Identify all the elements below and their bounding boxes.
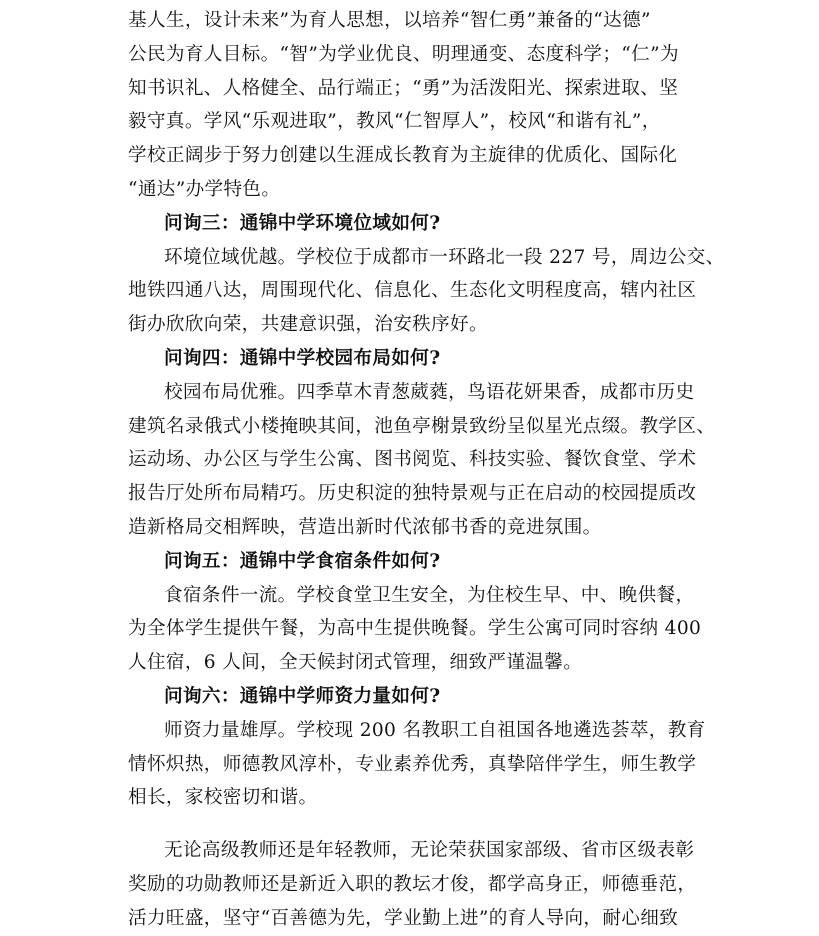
text-line: 街办欣欣向荣，共建意识强，治安秩序好。 — [128, 314, 488, 336]
text-line: 情怀炽热，师德教风淳朴，专业素养优秀，真挚陪伴学生，师生教学 — [128, 753, 697, 775]
q6-paragraph — [128, 714, 706, 815]
text-line: 环境位域优越。学校位于成都市一环路北一段 227 号，周边公交、 — [164, 246, 725, 268]
text-line: 学校正阔步于努力创建以生涯成长教育为主旋律的优质化、国际化 — [128, 145, 678, 167]
text-line: 基人生，设计未来”为育人思想，以培养“智仁勇”兼备的“达德” — [128, 10, 651, 31]
text-line: 公民为育人目标。“智”为学业优良、明理通变、态度科学；“仁”为 — [128, 43, 679, 65]
text-line: 校园布局优雅。四季草木青葱葳蕤，鸟语花妍果香，成都市历史 — [164, 381, 695, 403]
paragraph-gap — [128, 815, 698, 834]
text-line: 人住宿，6 人间，全天候封闭式管理，细致严谨温馨。 — [128, 652, 583, 674]
section-heading-q5: 问询五：通锦中学食宿条件如何? — [164, 550, 441, 572]
text-line: 食宿条件一流。学校食堂卫生安全，为住校生早、中、晚供餐， — [164, 584, 695, 606]
intro-paragraph — [128, 4, 698, 207]
text-line: 活力旺盛，坚守“百善德为先，学业勤上进”的育人导向，耐心细致 — [128, 907, 679, 929]
q4-paragraph — [128, 376, 716, 545]
text-line: 相长，家校密切和谐。 — [128, 787, 318, 809]
section-heading-q4: 问询四：通锦中学校园布局如何? — [164, 347, 441, 369]
text-line: 地铁四通八达，周围现代化、信息化、生态化文明程度高，辖内社区 — [128, 280, 697, 302]
section-heading-q6: 问询六：通锦中学师资力量如何? — [164, 685, 441, 707]
text-line: 为全体学生提供午餐，为高中生提供晚餐。学生公寓可同时容纳 400 — [128, 618, 702, 640]
text-line: 奖励的功勋教师还是新近入职的教坛才俊，都学高身正，师德垂范， — [128, 873, 697, 895]
text-line: 无论高级教师还是年轻教师，无论荣获国家部级、省市区级表彰 — [164, 840, 695, 862]
text-line: 毅守真。学风“乐观进取”，教风“仁智厚人”，校风“和谐有礼”， — [128, 111, 661, 133]
q3-paragraph — [128, 241, 725, 342]
text-line: 建筑名录俄式小楼掩映其间，池鱼亭榭景致纷呈似星光点缀。教学区、 — [128, 415, 716, 437]
text-line: “通达”办学特色。 — [128, 178, 281, 200]
text-line: 知书识礼、人格健全、品行端正；“勇”为活泼阳光、探索进取、坚 — [128, 77, 679, 99]
q5-paragraph — [128, 579, 702, 680]
text-line: 造新格局交相辉映，营造出新时代浓郁书香的竞进氛围。 — [128, 516, 602, 538]
q6-extra-paragraph — [128, 834, 698, 935]
text-line: 运动场、办公区与学生公寓、图书阅览、科技实验、餐饮食堂、学术 — [128, 449, 697, 471]
section-heading-q3: 问询三：通锦中学环境位域如何? — [164, 212, 441, 234]
text-line: 师资力量雄厚。学校现 200 名教职工自祖国各地遴选荟萃，教育 — [164, 719, 706, 741]
text-line: 报告厅处所布局精巧。历史积淀的独特景观与正在启动的校园提质改 — [128, 483, 697, 505]
document-page — [128, 4, 725, 936]
